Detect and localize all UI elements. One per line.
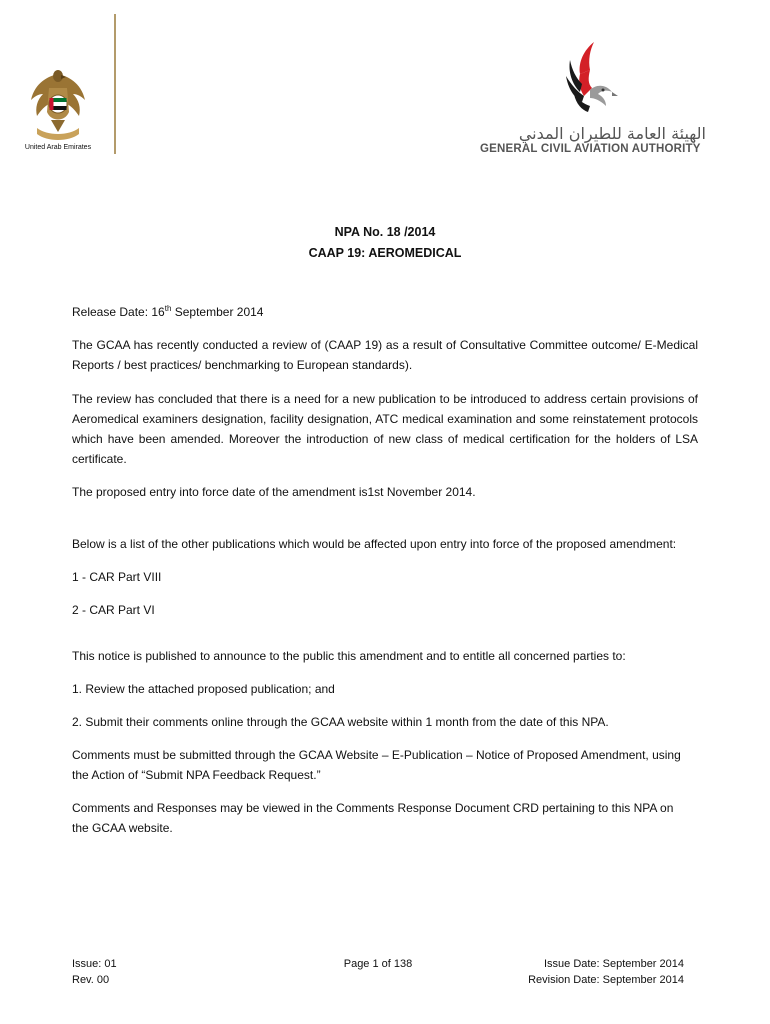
- footer-revision-date: Revision Date: September 2014: [528, 974, 684, 986]
- paragraph-comments-submission: Comments must be submitted through the GCAA Website – E-Publication – Notice of Proposed Amendment, using the Action of “Submit NPA Feedback Request.”: [72, 748, 681, 782]
- caap-title: CAAP 19: AEROMEDICAL: [308, 246, 462, 260]
- gcaa-english-name: GENERAL CIVIL AVIATION AUTHORITY: [480, 143, 701, 155]
- falcon-emblem-icon: [27, 66, 89, 142]
- release-date: Release Date: 16th September 2014: [72, 304, 264, 319]
- paragraph-comments-response: Comments and Responses may be viewed in the Comments Response Document CRD pertaining to this NPA on the GCAA website.: [72, 801, 674, 835]
- paragraph-review-concluded: The review has concluded that there is a need for a new publication to be introduced to address certain provisions of Aeromedical examiners designation, facility designation, ATC medical examination and some reinstatement protocols which have been amended. Moreover the introduction of new class of medical certification for the holders of LSA certificate.: [72, 392, 698, 466]
- header-divider: [114, 14, 116, 154]
- footer-issue-date: Issue Date: September 2014: [543, 958, 684, 970]
- emblem-caption: United Arab Emirates: [24, 144, 92, 151]
- list-item: 2. Submit their comments online through the GCAA website within 1 month from the date of this NPA.: [72, 715, 609, 729]
- document-title: [0, 222, 770, 264]
- paragraph-affected-publications: Below is a list of the other publications which would be affected upon entry into force of the proposed amendment:: [72, 537, 677, 551]
- gcaa-logo: [470, 40, 730, 160]
- footer-dates: [528, 956, 684, 988]
- npa-number: NPA No. 18 /2014: [334, 225, 436, 239]
- footer-page-number: Page 1 of 138: [343, 958, 413, 970]
- gcaa-arabic-name: الهيئة العامة للطيران المدني: [518, 124, 706, 143]
- uae-emblem: [24, 66, 92, 156]
- footer-rev: Rev. 00: [72, 974, 110, 986]
- footer-issue: Issue: 01: [72, 958, 117, 970]
- document-body: [72, 302, 698, 838]
- list-item: 1 - CAR Part VIII: [72, 570, 162, 584]
- list-item: 2 - CAR Part VI: [72, 603, 155, 617]
- paragraph-review-conducted: The GCAA has recently conducted a review of (CAAP 19) as a result of Consultative Committee outcome/ E-Medical Reports / best practices/ benchmarking to European standards).: [72, 338, 698, 372]
- paragraph-notice-published: This notice is published to announce to the public this amendment and to entitle all concerned parties to:: [72, 649, 626, 663]
- list-item: 1. Review the attached proposed publication; and: [72, 682, 335, 696]
- paragraph-entry-into-force: The proposed entry into force date of the amendment is1st November 2014.: [72, 485, 476, 499]
- gcaa-falcon-mark-icon: [562, 40, 622, 120]
